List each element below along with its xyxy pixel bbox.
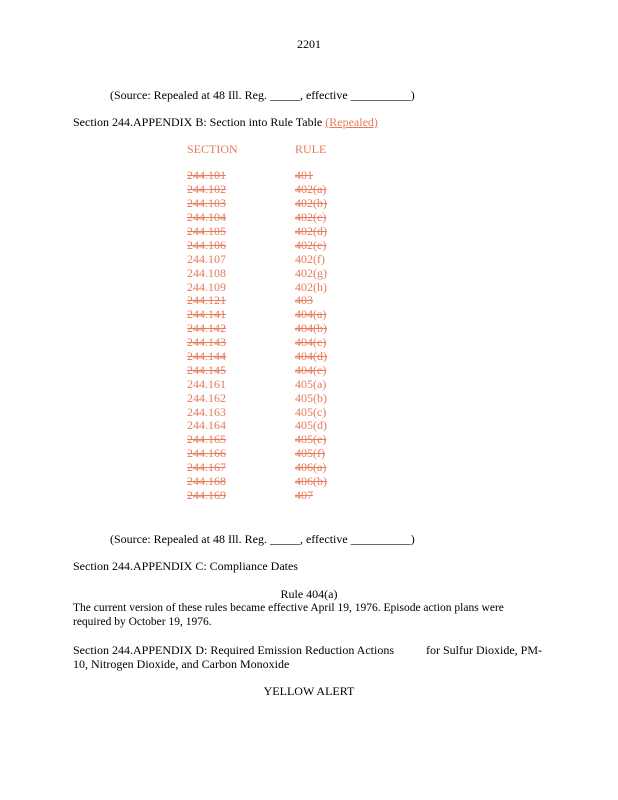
table-row	[187, 197, 387, 211]
appendix-c-heading: Section 244.APPENDIX C: Compliance Dates	[73, 559, 298, 573]
alert-level: YELLOW ALERT	[263, 684, 355, 698]
rule-cell: 402(c)	[295, 210, 327, 225]
appendix-b-title: Section 244.APPENDIX B: Section into Rule Table	[73, 115, 323, 129]
section-cell: 244.161	[187, 376, 226, 391]
rule-cell: 405(d)	[295, 418, 327, 433]
table-row	[187, 461, 387, 475]
appendix-d-title: Section 244.APPENDIX D: Required Emission Reduction Actions	[73, 643, 394, 657]
section-cell: 244.103	[187, 196, 226, 211]
section-cell: 244.106	[187, 237, 226, 252]
rule-cell: 403	[295, 293, 313, 308]
rule-cell: 404(d)	[295, 348, 327, 363]
rule-cell: 404(a)	[295, 307, 327, 322]
section-cell: 244.101	[187, 168, 226, 183]
rule-cell: 404(b)	[295, 321, 327, 336]
table-row	[187, 433, 387, 447]
appendix-d-heading-line2: 10, Nitrogen Dioxide, and Carbon Monoxide	[73, 657, 290, 671]
rule-cell: 405(b)	[295, 390, 327, 405]
section-cell: 244.144	[187, 348, 226, 363]
rule-cell: 406(a)	[295, 460, 327, 475]
table-row	[187, 392, 387, 406]
table-row	[187, 239, 387, 253]
table-row	[187, 225, 387, 239]
rule-cell: 405(c)	[295, 404, 327, 419]
appendix-b-heading	[73, 115, 378, 129]
rule-label: Rule 404(a)	[280, 587, 338, 601]
section-cell: 244.142	[187, 321, 226, 336]
table-row	[187, 336, 387, 350]
rule-cell: 402(f)	[295, 251, 325, 266]
rule-cell: 405(a)	[295, 376, 327, 391]
page-number: 2201	[297, 37, 321, 51]
compliance-paragraph: The current version of these rules became effective April 19, 1976. Episode action plans were required by October 19, 1976.	[73, 602, 504, 629]
section-cell: 244.162	[187, 390, 226, 405]
rule-cell: 406(b)	[295, 473, 327, 488]
repealed-tag: (Repealed)	[325, 115, 378, 129]
table-row	[187, 364, 387, 378]
section-cell: 244.166	[187, 446, 226, 461]
rule-cell: 402(h)	[295, 279, 327, 294]
section-cell: 244.105	[187, 223, 226, 238]
table-row	[187, 419, 387, 433]
column-header-section: SECTION	[187, 142, 238, 156]
rule-cell: 405(e)	[295, 432, 327, 447]
table-row	[187, 183, 387, 197]
section-cell: 244.143	[187, 335, 226, 350]
rule-cell: 402(e)	[295, 237, 327, 252]
section-cell: 244.104	[187, 210, 226, 225]
rule-cell: 402(g)	[295, 265, 327, 280]
table-header	[187, 142, 387, 156]
section-cell: 244.164	[187, 418, 226, 433]
table-row	[187, 281, 387, 295]
column-header-rule: RULE	[295, 142, 327, 156]
table-row	[187, 169, 387, 183]
source-note-1: (Source: Repealed at 48 Ill. Reg. _____, effective __________)	[110, 88, 415, 102]
section-cell: 244.121	[187, 293, 226, 308]
section-cell: 244.107	[187, 251, 226, 266]
table-row	[187, 322, 387, 336]
table-row	[187, 267, 387, 281]
rule-cell: 402(b)	[295, 196, 327, 211]
table-row	[187, 475, 387, 489]
appendix-d-heading-line1	[73, 643, 542, 657]
section-cell: 244.169	[187, 487, 226, 502]
table-row	[187, 308, 387, 322]
table-row	[187, 211, 387, 225]
section-cell: 244.109	[187, 279, 226, 294]
table-body	[187, 169, 387, 502]
table-row	[187, 489, 387, 503]
section-cell: 244.141	[187, 307, 226, 322]
table-row	[187, 406, 387, 420]
section-cell: 244.168	[187, 473, 226, 488]
rule-cell: 401	[295, 168, 313, 183]
appendix-d-title-overlap: for Sulfur Dioxide, PM-	[426, 643, 542, 657]
table-row	[187, 294, 387, 308]
section-cell: 244.102	[187, 182, 226, 197]
rule-cell: 404(c)	[295, 335, 327, 350]
section-cell: 244.163	[187, 404, 226, 419]
section-rule-table	[187, 142, 387, 503]
table-row	[187, 253, 387, 267]
section-cell: 244.108	[187, 265, 226, 280]
rule-cell: 402(a)	[295, 182, 327, 197]
table-row	[187, 378, 387, 392]
source-note-2: (Source: Repealed at 48 Ill. Reg. _____, effective __________)	[110, 532, 415, 546]
rule-cell: 405(f)	[295, 446, 325, 461]
rule-cell: 407	[295, 487, 313, 502]
rule-cell: 404(e)	[295, 362, 327, 377]
section-cell: 244.145	[187, 362, 226, 377]
rule-cell: 402(d)	[295, 223, 327, 238]
section-cell: 244.167	[187, 460, 226, 475]
table-row	[187, 447, 387, 461]
table-row	[187, 350, 387, 364]
section-cell: 244.165	[187, 432, 226, 447]
